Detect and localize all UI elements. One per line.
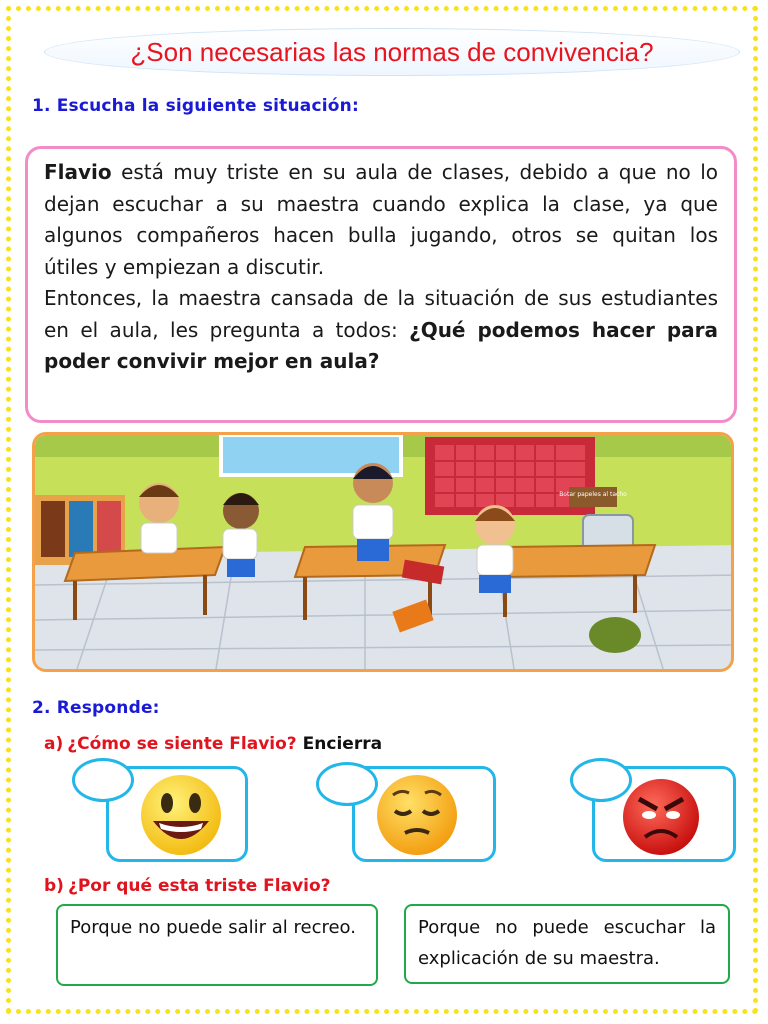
answer-bubble-sad[interactable] [316,762,378,806]
story-name: Flavio [44,160,112,184]
question-b [44,876,331,896]
scene-sign-text: Botar papeles al tacho [559,491,627,498]
story-box [25,146,737,423]
section-2-number: 2. [32,698,51,718]
story-paragraph-2 [44,283,718,378]
question-a-instruction: Encierra [302,734,383,754]
section-2-label: Responde: [56,698,160,718]
answer-bubble-angry[interactable] [570,758,632,802]
answer-option-1[interactable]: Porque no puede salir al recreo. [56,904,378,986]
section-2-heading [32,698,160,718]
page-title: ¿Son necesarias las normas de convivencia? [130,36,654,67]
question-b-text: ¿Por qué esta triste Flavio? [67,876,331,896]
classroom-illustration [32,432,734,672]
question-a-text: ¿Cómo se siente Flavio? [67,734,297,754]
question-b-letter: b) [44,876,64,896]
story-paragraph-1 [44,157,718,283]
section-1-number: 1. [32,96,51,116]
question-a-letter: a) [44,734,64,754]
classroom-scene-icon [35,435,734,672]
answer-bubble-happy[interactable] [72,758,134,802]
answer-option-2[interactable]: Porque no puede escuchar la explicación de su maestra. [404,904,730,984]
question-a [44,734,382,754]
section-1-label: Escucha la siguiente situación: [56,96,359,116]
story-p1-text: está muy triste en su aula de clases, debido a que no lo dejan escuchar a su maestra cuando explica la clase, ya que algunos compañeros hacen bulla jugando, otros se quitan los útiles y empiezan a discutir. [44,160,718,279]
story-p2-text: Entonces, la maestra cansada de la situación de sus estudiantes en el aula, les pregunta a todos: [44,286,718,342]
title-banner [44,28,740,76]
section-1-heading [32,96,359,116]
story-question: ¿Qué podemos hacer para poder convivir mejor en aula? [44,317,719,373]
